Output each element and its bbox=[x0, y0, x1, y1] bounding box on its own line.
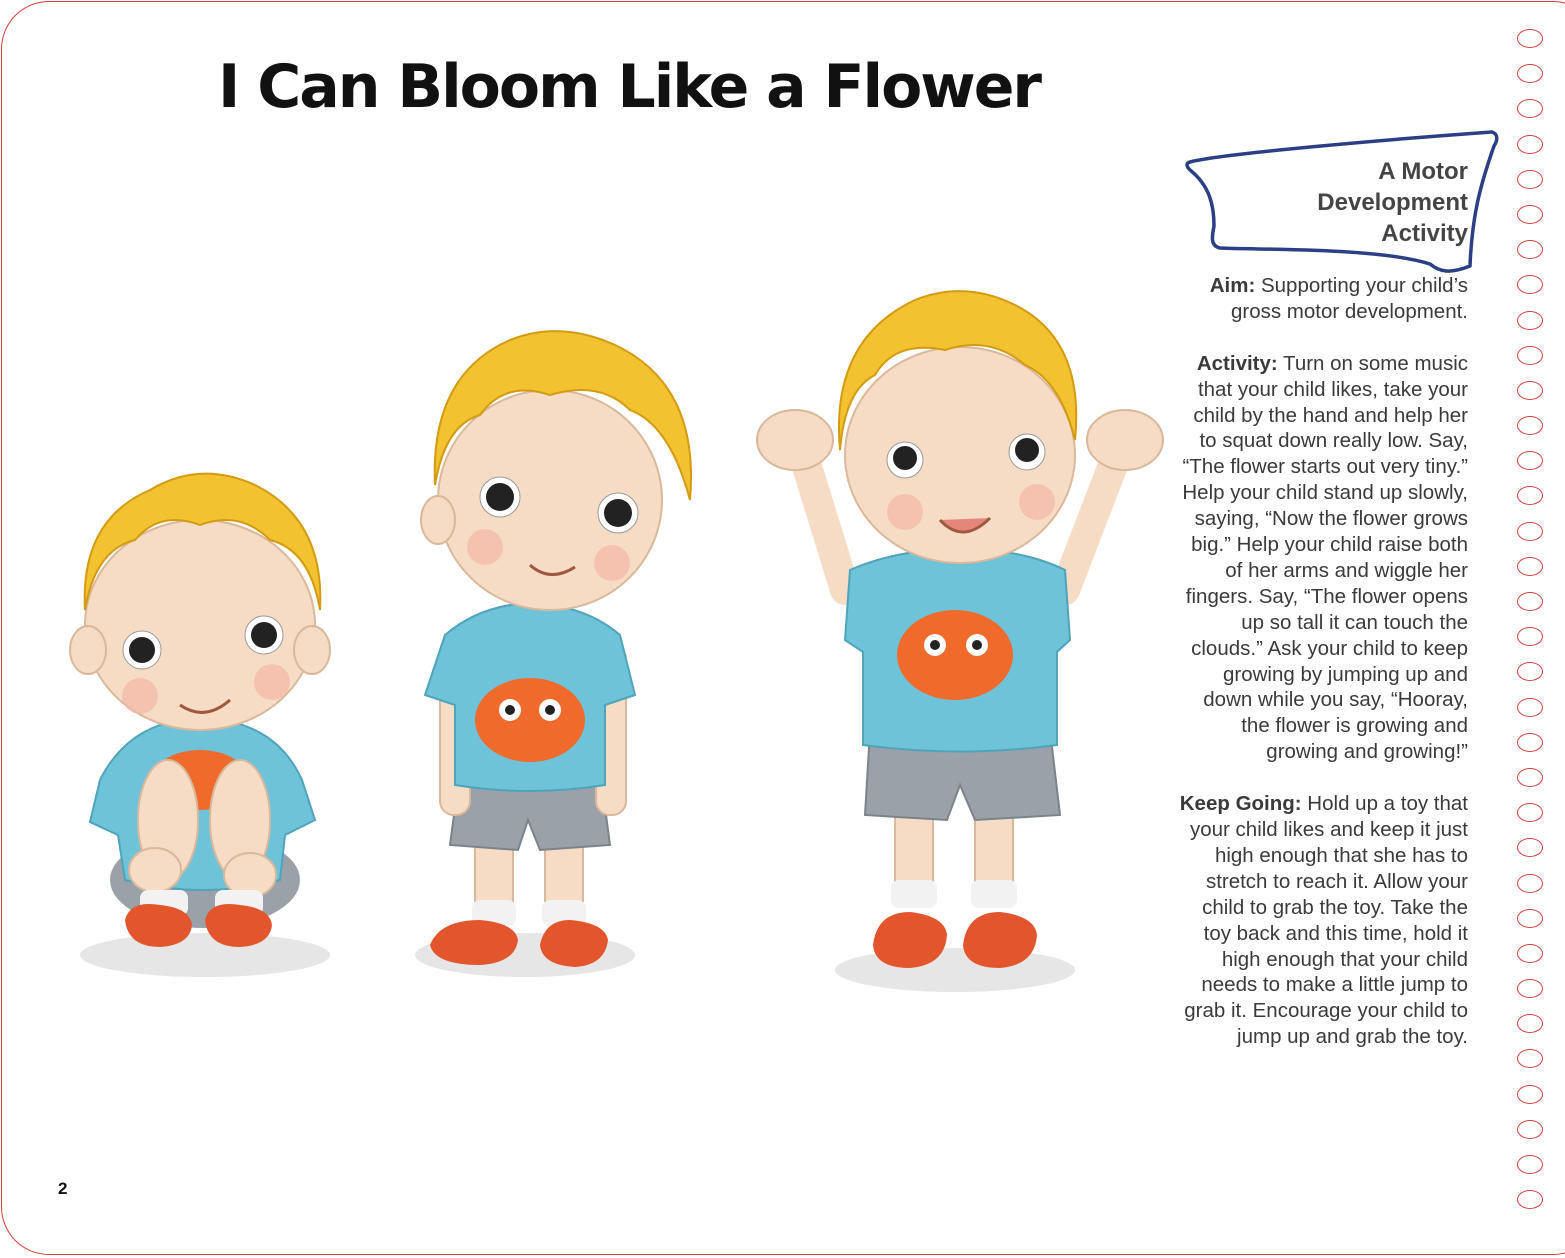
binding-ring bbox=[1517, 416, 1543, 435]
badge-line-2: Development bbox=[1317, 189, 1468, 216]
binding-ring bbox=[1517, 1085, 1543, 1104]
binding-ring bbox=[1517, 381, 1543, 400]
binding-ring bbox=[1517, 698, 1543, 717]
binding-ring bbox=[1517, 240, 1543, 259]
binding-ring bbox=[1517, 803, 1543, 822]
binding-ring bbox=[1517, 1155, 1543, 1174]
binding-ring bbox=[1517, 486, 1543, 505]
activity-label: Activity: bbox=[1196, 351, 1278, 375]
binding-ring bbox=[1517, 205, 1543, 224]
binding-ring bbox=[1517, 768, 1543, 787]
activity-type-badge bbox=[1180, 126, 1502, 276]
binding-ring bbox=[1517, 944, 1543, 963]
binding-ring bbox=[1517, 1190, 1543, 1209]
binding-ring bbox=[1517, 979, 1543, 998]
binding-ring bbox=[1517, 874, 1543, 893]
badge-line-1: A Motor bbox=[1378, 158, 1468, 185]
keep-going-paragraph bbox=[1174, 791, 1468, 1050]
page-title: I Can Bloom Like a Flower bbox=[218, 52, 1041, 122]
spiral-binding bbox=[1517, 29, 1547, 1225]
child-arms-raised-illustration bbox=[745, 280, 1175, 995]
binding-ring bbox=[1517, 557, 1543, 576]
binding-ring bbox=[1517, 1049, 1543, 1068]
binding-ring bbox=[1517, 909, 1543, 928]
activity-text: Turn on some music that your child likes, take your child by the hand and help her to squat down really low. Say, “The flower starts out very tiny.” Help your child stand up slowly, saying, “Now the flower grows big.” Help your child raise both of her arms and wiggle her fingers. Say, “The flower opens up so tall it can touch the clouds.” Ask your child to keep growing by jumping up and down while you say, “Hooray, the flower is growing and growing and growing!” bbox=[1182, 351, 1468, 764]
badge-line-3: Activity bbox=[1381, 220, 1468, 247]
child-standing-illustration bbox=[400, 315, 720, 985]
binding-ring bbox=[1517, 1120, 1543, 1139]
aim-paragraph bbox=[1174, 273, 1468, 325]
binding-ring bbox=[1517, 99, 1543, 118]
child-squatting-illustration bbox=[40, 450, 350, 1010]
page-number: 2 bbox=[58, 1179, 68, 1198]
binding-ring bbox=[1517, 1014, 1543, 1033]
binding-ring bbox=[1517, 592, 1543, 611]
activity-paragraph bbox=[1174, 351, 1468, 766]
keep-going-label: Keep Going: bbox=[1179, 792, 1302, 816]
binding-ring bbox=[1517, 346, 1543, 365]
binding-ring bbox=[1517, 29, 1543, 48]
binding-ring bbox=[1517, 838, 1543, 857]
binding-ring bbox=[1517, 311, 1543, 330]
binding-ring bbox=[1517, 170, 1543, 189]
binding-ring bbox=[1517, 627, 1543, 646]
binding-ring bbox=[1517, 662, 1543, 681]
binding-ring bbox=[1517, 522, 1543, 541]
keep-going-text: Hold up a toy that your child likes and keep it just high enough that she has to stretch to reach it. Allow your child to grab the toy. Take the toy back and this time, hold it high enough that your child needs to make a little jump to grab it. Encourage your child to jump up and grab the toy. bbox=[1184, 792, 1468, 1049]
aim-label: Aim: bbox=[1209, 274, 1256, 297]
binding-ring bbox=[1517, 451, 1543, 470]
activity-instructions bbox=[1174, 273, 1468, 1076]
binding-ring bbox=[1517, 275, 1543, 294]
binding-ring bbox=[1517, 64, 1543, 83]
binding-ring bbox=[1517, 733, 1543, 752]
binding-ring bbox=[1517, 135, 1543, 154]
aim-text: Supporting your child’s gross motor development. bbox=[1230, 274, 1468, 323]
